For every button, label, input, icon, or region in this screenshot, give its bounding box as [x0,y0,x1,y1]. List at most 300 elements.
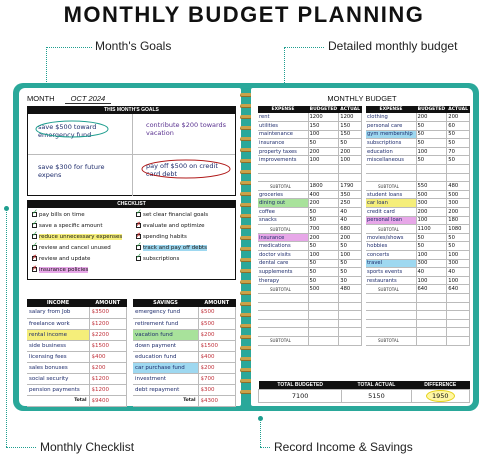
expense-actual: 30 [339,276,362,285]
expense-actual: 250 [339,199,362,208]
expense-budgeted [308,293,339,302]
expense-budgeted: 50 [416,242,447,251]
expense-name: insurance [258,139,308,148]
expense-budgeted [416,302,447,311]
subtotal-actual: 480 [339,285,362,294]
right-page [251,88,473,406]
checklist-item[interactable] [32,256,90,263]
goal-1: save $500 toward emergency fund [38,123,97,139]
expense-name [258,328,308,337]
income-item: rental income [27,329,89,340]
expense-budgeted: 100 [308,156,339,165]
expense-name [366,328,416,337]
expense-actual [447,302,470,311]
checklist-item[interactable] [136,234,187,241]
income-item: social security [27,373,89,384]
income-table [27,299,127,407]
expense-actual: 50 [447,139,470,148]
expense-actual: 50 [447,242,470,251]
income-row [27,329,127,340]
savings-row [133,318,236,329]
expense-row [258,147,362,156]
actual-header: ACTUAL [340,107,360,112]
subtotal-actual [447,336,470,345]
checkbox[interactable] [136,245,141,250]
goal-circle-mark [140,159,234,181]
checkbox[interactable] [32,234,37,239]
income-row [27,351,127,362]
expense-column-left [258,106,362,346]
budgeted-header: BUDGETED [417,107,446,112]
expense-row [366,242,470,251]
expense-actual [339,173,362,182]
income-amount: $1500 [89,340,127,351]
savings-item: education fund [133,351,198,362]
expense-row [258,139,362,148]
expense-actual: 100 [339,156,362,165]
checklist-item[interactable] [32,223,103,230]
checklist-item[interactable] [32,234,122,241]
total-budgeted-value: 7100 [259,389,342,402]
expense-name: credit card [366,208,416,217]
checklist-item-text: spending habits [143,234,187,240]
expense-name: miscellaneous [366,156,416,165]
connector-line [260,447,270,448]
subtotal-row [258,285,362,294]
expense-row [258,311,362,320]
divider [28,154,235,155]
income-row [27,362,127,373]
expense-name: property taxes [258,147,308,156]
left-page [19,88,241,406]
expense-actual: 200 [447,113,470,122]
expense-budgeted: 300 [416,259,447,268]
expense-budgeted: 200 [308,147,339,156]
expense-row [366,139,470,148]
expense-budgeted [308,302,339,311]
expense-actual [339,293,362,302]
checklist-item[interactable] [136,256,179,263]
checklist-item-text: subscriptions [143,256,180,262]
income-total-label: Total [27,395,89,406]
expense-name [258,165,308,174]
expense-actual: 70 [447,147,470,156]
subtotal-budgeted [416,336,447,345]
income-amount: $3500 [89,307,127,318]
expense-budgeted: 100 [416,147,447,156]
expense-budgeted: 50 [308,276,339,285]
expense-budgeted: 50 [416,130,447,139]
savings-amount: $500 [198,307,236,318]
expense-name [258,319,308,328]
expense-actual: 60 [447,122,470,131]
subtotal-label: SUBTOTAL [258,182,308,191]
expense-row [366,208,470,217]
expense-header: EXPENSE [366,106,416,113]
expense-name: restaurants [366,276,416,285]
expense-budgeted [416,319,447,328]
savings-item: vacation fund [133,329,198,340]
savings-total-value: $4300 [198,395,236,406]
goals-header: THIS MONTH'S GOALS [28,107,235,114]
actual-header: ACTUAL [448,107,468,112]
subtotal-budgeted: 700 [308,225,339,234]
subtotal-budgeted: 1800 [308,182,339,191]
expense-budgeted: 50 [308,208,339,217]
expense-budgeted: 50 [308,268,339,277]
subtotal-actual: 480 [447,182,470,191]
total-budgeted-header: TOTAL BUDGETED [259,381,342,389]
totals-box [258,381,470,403]
savings-item: emergency fund [133,307,198,318]
checklist-item[interactable] [136,223,204,230]
expense-actual: 300 [447,199,470,208]
checklist-header: CHECKLIST [28,201,235,208]
expense-row [258,156,362,165]
expense-budgeted: 100 [416,276,447,285]
income-item: sales bonuses [27,362,89,373]
subtotal-budgeted [308,336,339,345]
expense-budgeted [416,311,447,320]
checklist-item-text: track and pay off debts [143,245,207,251]
income-amount: $400 [89,351,127,362]
expense-row [366,319,470,328]
expense-actual: 180 [447,216,470,225]
expense-row [258,173,362,182]
checkbox[interactable] [32,267,37,272]
subtotal-budgeted: 500 [308,285,339,294]
expense-row [258,251,362,260]
expense-column-right [366,106,470,346]
expense-budgeted [416,173,447,182]
divider [132,114,133,196]
subtotal-label: SUBTOTAL [258,225,308,234]
checkbox[interactable] [136,234,141,239]
expense-actual [339,328,362,337]
expense-name: hobbies [366,242,416,251]
expense-budgeted: 100 [416,251,447,260]
expense-budgeted: 40 [416,268,447,277]
expense-name: travel [366,259,416,268]
expense-row [258,302,362,311]
subtotal-label: SUBTOTAL [366,285,416,294]
checkbox[interactable] [136,223,141,228]
savings-amount: $300 [198,384,236,395]
expense-budgeted: 50 [416,156,447,165]
income-amount: $200 [89,362,127,373]
checkbox[interactable] [136,256,141,261]
expense-budgeted: 100 [416,216,447,225]
expense-actual: 100 [339,251,362,260]
expense-name: subscriptions [366,139,416,148]
checklist-item-text: evaluate and optimize [143,223,205,229]
month-label: MONTH [27,94,55,103]
expense-row [258,208,362,217]
expense-actual: 40 [339,216,362,225]
expense-budgeted: 100 [308,251,339,260]
expense-name: personal care [366,122,416,131]
income-item: freelance work [27,318,89,329]
expense-row [258,190,362,199]
expense-name: maintenance [258,130,308,139]
connector-line [284,47,324,48]
expense-row [366,259,470,268]
difference-header: DIFFERENCE [411,381,469,389]
expense-name: groceries [258,190,308,199]
savings-row [133,351,236,362]
income-row [27,307,127,318]
expense-actual: 50 [339,139,362,148]
expense-actual: 350 [339,190,362,199]
checkbox[interactable] [32,256,37,261]
savings-total-row [133,395,236,406]
expense-row [258,216,362,225]
month-value: OCT 2024 [65,94,112,104]
checkbox[interactable] [136,212,141,217]
expense-budgeted: 50 [416,233,447,242]
expense-budgeted: 200 [416,208,447,217]
expense-budgeted: 50 [308,259,339,268]
expense-name [366,319,416,328]
expense-row [258,165,362,174]
connector-line [6,447,36,448]
expense-budgeted: 200 [308,233,339,242]
callout-month-goals: Month's Goals [95,39,172,53]
expense-actual: 40 [339,208,362,217]
total-actual-value: 5150 [342,389,411,402]
expense-actual: 150 [339,130,362,139]
savings-amount: $200 [198,362,236,373]
expense-row [258,276,362,285]
expense-budgeted [416,165,447,174]
expense-budgeted: 50 [416,122,447,131]
goal-3: save $300 for future expens [38,163,105,179]
subtotal-row [366,285,470,294]
expense-budgeted: 50 [308,216,339,225]
expense-row [258,122,362,131]
expense-actual [447,173,470,182]
expense-actual: 40 [447,268,470,277]
subtotal-row [366,336,470,345]
month-header [27,94,111,103]
savings-amount: $400 [198,351,236,362]
savings-total-label: Total [133,395,198,406]
subtotal-actual: 680 [339,225,362,234]
subtotal-row [258,225,362,234]
expense-name: dental care [258,259,308,268]
callout-monthly-checklist: Monthly Checklist [40,440,135,454]
expense-row [366,311,470,320]
savings-col-header: SAVINGS [133,299,198,307]
expense-row [366,251,470,260]
expense-budgeted [308,165,339,174]
expense-row [258,259,362,268]
expense-budgeted: 500 [416,190,447,199]
subtotal-actual: 640 [447,285,470,294]
expense-row [258,130,362,139]
expense-row [366,233,470,242]
expense-header: EXPENSE [258,106,308,113]
checkbox[interactable] [32,212,37,217]
expense-actual: 100 [447,251,470,260]
expense-name [366,293,416,302]
expense-actual: 150 [339,122,362,131]
expense-row [366,165,470,174]
expense-actual: 50 [339,268,362,277]
expense-row [366,276,470,285]
expense-row [366,190,470,199]
expense-row [258,268,362,277]
savings-amount: $500 [198,318,236,329]
savings-row [133,307,236,318]
expense-name: clothing [366,113,416,122]
expense-row [258,293,362,302]
expense-row [366,122,470,131]
connector-dot [4,206,9,211]
savings-amount: $700 [198,373,236,384]
expense-name [366,173,416,182]
savings-row [133,340,236,351]
expense-actual [339,311,362,320]
expense-row [366,302,470,311]
expense-row [366,156,470,165]
goal-circle-mark [32,119,128,141]
savings-row [133,384,236,395]
expense-row [366,293,470,302]
difference-value: 1950 [426,390,455,402]
checkbox[interactable] [32,223,37,228]
connector-dot [258,416,263,421]
expense-name: education [366,147,416,156]
expense-name: concerts [366,251,416,260]
page-headline: MONTHLY BUDGET PLANNING [63,2,425,27]
subtotal-label: SUBTOTAL [258,336,308,345]
expense-name [366,165,416,174]
expense-actual: 200 [447,208,470,217]
expense-actual [339,302,362,311]
checklist-item-text: review and cancel unused [39,245,111,251]
expense-actual: 50 [447,233,470,242]
subtotal-budgeted: 550 [416,182,447,191]
expense-name: utilities [258,122,308,131]
expense-actual [339,319,362,328]
expense-row [258,242,362,251]
expense-row [258,319,362,328]
checklist-item-text: insurance policies [39,267,89,273]
expense-row [258,113,362,122]
expense-actual: 200 [339,233,362,242]
income-row [27,340,127,351]
expense-name [258,173,308,182]
expense-actual [447,328,470,337]
checklist-item[interactable] [32,212,85,219]
subtotal-actual: 1080 [447,225,470,234]
connector-line [260,418,261,447]
callout-detailed-budget: Detailed monthly budget [328,39,458,53]
expense-name: car loan [366,199,416,208]
checklist-item[interactable] [136,245,207,252]
expense-name: therapy [258,276,308,285]
expense-name: movies/shows [366,233,416,242]
expense-name [258,311,308,320]
income-row [27,373,127,384]
expense-actual: 500 [447,190,470,199]
expense-budgeted [416,328,447,337]
amount-col-header: AMOUNT [198,299,236,307]
expense-row [366,199,470,208]
checklist-box [27,200,236,280]
subtotal-label: SUBTOTAL [366,225,416,234]
monthly-budget-title: MONTHLY BUDGET [327,94,397,103]
expense-actual: 50 [447,130,470,139]
income-amount: $1200 [89,373,127,384]
income-total-row [27,395,127,406]
expense-budgeted: 150 [308,122,339,131]
expense-budgeted: 100 [308,130,339,139]
expense-actual: 1200 [339,113,362,122]
expense-name [366,302,416,311]
income-row [27,318,127,329]
planner-cover [13,83,479,411]
goals-box [27,106,236,196]
income-item: salary from Job [27,307,89,318]
savings-amount: $1500 [198,340,236,351]
checklist-item[interactable] [136,212,208,219]
total-actual-header: TOTAL ACTUAL [342,381,411,389]
savings-item: investment [133,373,198,384]
expense-actual: 50 [447,156,470,165]
expense-budgeted [308,311,339,320]
expense-name: supplements [258,268,308,277]
expense-actual [447,165,470,174]
subtotal-label: SUBTOTAL [366,336,416,345]
checklist-item[interactable] [32,245,111,252]
expense-name [366,311,416,320]
savings-item: debt repayment [133,384,198,395]
income-col-header: INCOME [27,299,89,307]
expense-budgeted: 50 [416,139,447,148]
checkbox[interactable] [32,245,37,250]
expense-name [258,302,308,311]
difference-cell [411,389,469,402]
subtotal-actual [339,336,362,345]
expense-budgeted [416,293,447,302]
expense-name: doctor visits [258,251,308,260]
expense-budgeted [308,173,339,182]
expense-name: dining out [258,199,308,208]
checklist-item[interactable] [32,267,88,274]
connector-line [46,47,92,48]
checklist-item-text: reduce unnecessary expenses [39,234,123,240]
expense-name: insurance [258,233,308,242]
expense-row [366,173,470,182]
expense-row [366,268,470,277]
expense-name: snacks [258,216,308,225]
income-amount: $1200 [89,318,127,329]
income-item: pension payments [27,384,89,395]
subtotal-budgeted: 640 [416,285,447,294]
income-row [27,384,127,395]
expense-budgeted: 50 [308,242,339,251]
subtotal-actual: 1790 [339,182,362,191]
income-amount: $2200 [89,329,127,340]
expense-row [366,147,470,156]
subtotal-row [366,225,470,234]
expense-row [258,233,362,242]
expense-row [366,130,470,139]
expense-row [366,328,470,337]
income-item: licensing fees [27,351,89,362]
